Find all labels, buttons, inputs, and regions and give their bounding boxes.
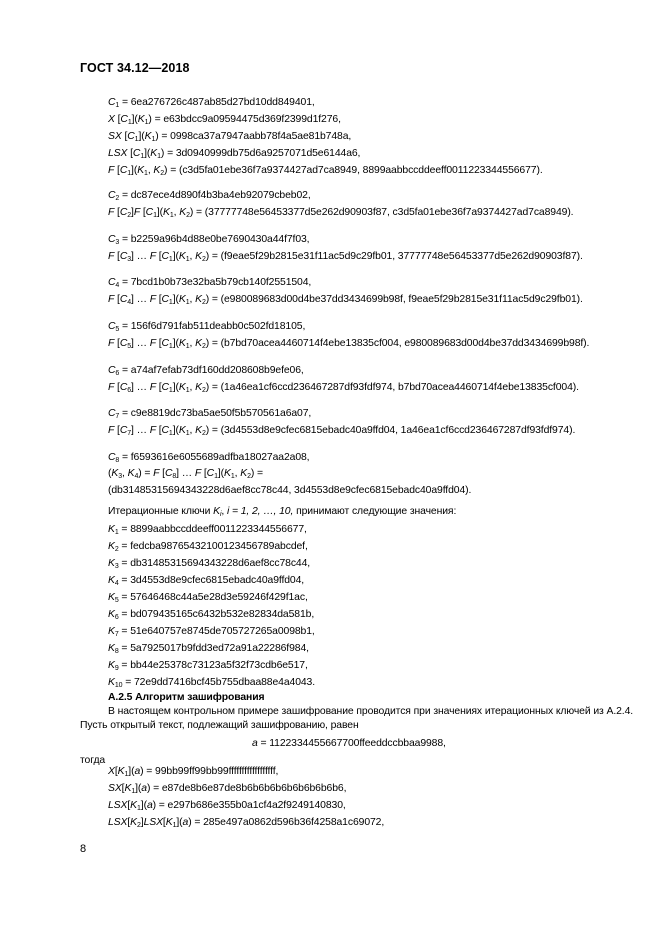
enc-step-lsx2: $LSX[K_2]LSX[K_1](a) = 285e497a0862d596b36f4258a1c69072$, xyxy=(108,817,385,829)
plaintext-line: a = 1122334455667700ffeeddccbbaa9988, xyxy=(252,738,446,749)
key-k8: $K_8 = 5a7925017b9fdd3ed72a91a22286f984$, xyxy=(108,643,309,655)
keys-intro: Итерационные ключи $K_i$, i = 1, 2, …, 10, принимают следующие значения: xyxy=(108,506,457,518)
enc-step-x: $X[K_1](a)$ = 99bb99ff99bb99ffffffffffffffffff, xyxy=(108,766,279,778)
c7-line: $C_7 = c9e8819dc73ba5ae50f5b570561a6a07$, xyxy=(108,408,312,420)
section-paragraph-line-1: В настоящем контрольном примере зашифрование проводится при значениях итерационных ключей из А.2.4. xyxy=(108,706,634,717)
f-c1-line: F $[C_1](K_1$, $K_2) = (c3d5fa01ebe36f7a9374427ad7ca8949$, 8899aabbccddeeff0011223344556677). xyxy=(108,165,543,177)
f-c1-value: (c3d5fa01ebe36f7a9374427ad7ca8949, 8899aabbccddeeff0011223344556677). xyxy=(178,165,543,176)
key-k1: $K_1$ = 8899aabbccddeeff0011223344556677, xyxy=(108,524,307,536)
key-k2: $K_2$ = fedcba98765432100123456789abcdef, xyxy=(108,541,308,553)
then-word: тогда xyxy=(80,755,106,766)
f-c5-value: (b7bd70acea4460714f4ebe13835cf004, e980089683d00d4be37dd3434699b98f). xyxy=(220,338,590,349)
c8-value: f6593616e6055689adfba18027aa2a08, xyxy=(130,452,310,463)
f-c6-value: (1a46ea1cf6ccd236467287df93fdf974, b7bd70acea4460714f4ebe13835cf004). xyxy=(220,382,579,393)
c8-line: $C_8$ = f6593616e6055689adfba18027aa2a08, xyxy=(108,452,310,464)
f-c3-value: (f9eae5f29b2815e31f11ac5d9c29fb01, 37777748e56453377d5e262d90903f87). xyxy=(220,251,583,262)
enc-step-lsx: $LSX[K_1](a) = e297b686e355b0a1cf4a2f9249140830$, xyxy=(108,800,346,812)
c4-value: 7bcd1b0b73e32ba5b79cb140f2551504, xyxy=(130,277,312,288)
section-title: А.2.5 Алгоритм зашифрования xyxy=(108,692,265,703)
key-k5: $K_5 = 57646468c44a5e28d3e59246f429f1ac$, xyxy=(108,592,308,604)
sx-c1-k1-value: 0998ca37a7947aabb78f4a5ae81b748a, xyxy=(170,131,352,142)
key-k4: $K_4$ = 3d4553d8e9cfec6815ebadc40a9ffd04, xyxy=(108,575,305,587)
c3-value: b2259a96b4d88e0be7690430a44f7f03, xyxy=(130,234,310,245)
f-c7-line: F $[C_7]$ … F $[C_1](K_1$, $K_2$) = (3d4553d8e9cfec6815ebadc40a9ffd04, 1a46ea1cf6ccd236467287df93fdf974). xyxy=(108,425,576,437)
sx-c1-k1-line: SX $[C_1](K_1)$ = 0998ca37a7947aabb78f4a5ae81b748a, xyxy=(108,131,352,143)
f-c6-line: F $[C_6]$ … F $[C_1](K_1$, $K_2) = (1a46ea1cf6ccd236467287df93fdf974$, b7bd70acea4460714f4ebe13835cf004). xyxy=(108,382,579,394)
f-c2-line: F $[C_2]F$ $[C_1](K_1$, $K_2) = (37777748e56453377d5e262d90903f87$, c3d5fa01ebe36f7a9374427ad7ca8949). xyxy=(108,207,574,219)
f-c2-value: (37777748e56453377d5e262d90903f87, c3d5fa01ebe36f7a9374427ad7ca8949). xyxy=(204,207,574,218)
c4-line: $C_4 = 7bcd1b0b73e32ba5b79cb140f2551504$, xyxy=(108,277,312,289)
c2-line: $C_2$ = dc87ece4d890f4b3ba4eb92079cbeb02, xyxy=(108,190,311,202)
f-c5-line: F $[C_5]$ … F $[C_1](K_1$, $K_2$) = (b7bd70acea4460714f4ebe13835cf004, e980089683d00d4be37dd3434699b98f). xyxy=(108,338,590,350)
c6-line: $C_6$ = a74af7efab73df160dd208608b9efe06, xyxy=(108,365,304,377)
f-c3-line: F $[C_3]$ … F $[C_1](K_1$, $K_2) = (f9eae5f29b2815e31f11ac5d9c29fb01$, 37777748e56453377d5e262d90903f87). xyxy=(108,251,583,263)
c1-line: $C_1 = 6ea276726c487ab85d27bd10dd849401$, xyxy=(108,97,315,109)
k34-line: ($K_3$, $K_4) = F$ $[C_8]$ … F $[C_1](K_1$, $K_2$) = xyxy=(108,468,263,480)
key-k6: $K_6 = bd079435165c6432b532e82834da581b$, xyxy=(108,609,315,621)
lsx-c1-k1-value: 3d0940999db75d6a9257071d5e6144a6, xyxy=(175,148,361,159)
page-number: 8 xyxy=(80,843,87,855)
k34-value: (db31485315694343228d6aef8cc78c44, 3d4553d8e9cfec6815ebadc40a9ffd04). xyxy=(108,485,472,496)
lsx-c1-k1-line: LSX $[C_1](K_1) = 3d0940999db75d6a9257071d5e6144a6$, xyxy=(108,148,361,160)
plaintext-value: 1122334455667700ffeeddccbbaa9988, xyxy=(269,738,446,749)
c1-value: 6ea276726c487ab85d27bd10dd849401, xyxy=(130,97,315,108)
key-k10: $K_{10}$ = 72e9dd7416bcf45b755dbaa88e4a4043. xyxy=(108,677,316,689)
c5-value: 156f6d791fab511deabb0c502fd18105, xyxy=(130,321,306,332)
f-c4-line: F $[C_4]$ … F $[C_1](K_1$, $K_2) = (e980089683d00d4be37dd3434699b98f$, f9eae5f29b2815e31f11ac5d9c29fb01). xyxy=(108,294,583,306)
c5-line: $C_5$ = 156f6d791fab511deabb0c502fd18105, xyxy=(108,321,306,333)
enc-step-sx: $SX[K_1](a) = e87de8b6e87de8b6b6b6b6b6b6b6b6b6$, xyxy=(108,783,347,795)
key-k7: $K_7 = 51e640757e8745de705727265a0098b1$, xyxy=(108,626,315,638)
key-k9: $K_9 = bb44e25378c73123a5f32f73cdb6e517$, xyxy=(108,660,308,672)
c7-value: c9e8819dc73ba5ae50f5b570561a6a07, xyxy=(130,408,312,419)
f-c7-value: (3d4553d8e9cfec6815ebadc40a9ffd04, 1a46ea1cf6ccd236467287df93fdf974). xyxy=(220,425,576,436)
f-c4-value: (e980089683d00d4be37dd3434699b98f, f9eae5f29b2815e31f11ac5d9c29fb01). xyxy=(220,294,583,305)
x-c1-k1-value: e63bdcc9a09594475d369f2399d1f276, xyxy=(163,114,341,125)
key-k3: $K_3 = db31485315694343228d6aef8cc78c44$, xyxy=(108,558,311,570)
c3-line: $C_3 = b2259a96b4d88e0be7690430a44f7f03$, xyxy=(108,234,310,246)
running-header: ГОСТ 34.12—2018 xyxy=(80,61,190,75)
x-c1-k1-line: X $[C_1](K_1)$ = e63bdcc9a09594475d369f2399d1f276, xyxy=(108,114,341,126)
section-paragraph-line-2: Пусть открытый текст, подлежащий зашифрованию, равен xyxy=(80,720,359,731)
c6-value: a74af7efab73df160dd208608b9efe06, xyxy=(130,365,304,376)
c2-value: dc87ece4d890f4b3ba4eb92079cbeb02, xyxy=(130,190,311,201)
